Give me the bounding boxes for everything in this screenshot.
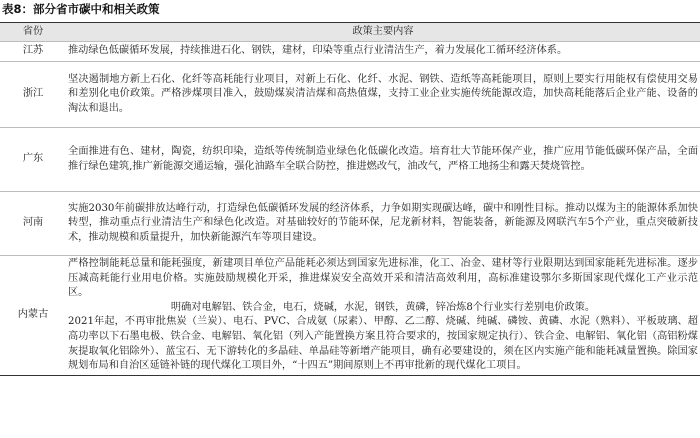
policy-cell <box>66 256 700 376</box>
province-cell: 浙江 <box>0 62 66 128</box>
province-cell: 内蒙古 <box>0 256 66 376</box>
policy-cell <box>66 192 700 256</box>
policy-paragraph: 推动绿色低碳循环发展，持续推进石化、钢铁，建材，印染等重点行业清洁生产，着力发展化工循环经济体系。 <box>68 45 568 57</box>
table-row-zhejiang <box>0 62 700 128</box>
policy-paragraph: 实施2030年前碳排放达峰行动，打造绿色低碳循环发展的经济体系，力争如期实现碳达峰，碳中和刚性目标。推动以煤为主的能源体系加快转型，推动重点行业清洁生产和绿色化改造。对基础较好的节能环保，尼龙新材料，智能装备，新能源及网联汽车5个产业，重点突破新技术，推动规模和质量提升，加快新能源汽车等项目建设。 <box>68 202 698 243</box>
header-province: 省份 <box>0 23 66 42</box>
policy-cell <box>66 128 700 192</box>
policy-paragraph: 2021年起，不再审批焦炭（兰炭）、电石、PVC、合成氨（尿素）、甲醇、乙二醇、烧碱、纯碱、磷铵、黄磷、水泥（熟料）、平板玻璃、超高功率以下石墨电极、铁合金、电解铝、氧化铝（列入产能置换方案且符合要求的，按国家规定执行）、铁合金、电解铝、氧化铝（高铝粉煤灰提取氧化铝除外）、蓝宝石、无下游转化的多晶硅、单晶硅等新增产能项目，确有必要建设的，须在区内实施产能和能耗减量置换。除国家规划布局和自治区延链补链的现代煤化工项目外，“十四五”期间原则上不再审批新的现代煤化工项目。 <box>68 316 698 372</box>
policy-table <box>0 22 700 376</box>
province-cell: 河南 <box>0 192 66 256</box>
table-row-henan <box>0 192 700 256</box>
policy-paragraph: 严格控制能耗总量和能耗强度，新建项目单位产品能耗必须达到国家先进标准，化工、冶金、建材等行业限期达到国家能耗先进标准。逐步压减高耗能行业用电价格。实施鼓励规模化开采，推进煤炭安全高效开采和清洁高效利用，高标准建设鄂尔多斯国家现代煤化工产业示范区。 <box>68 258 698 299</box>
policy-paragraph: 坚决遏制地方新上石化、化纤等高耗能行业项目，对新上石化、化纤、水泥、钢铁、造纸等高耗能项目，原则上要实行用能权有偿使用交易和差别化电价政策。严格涉煤项目准入，鼓励煤炭清洁煤和高热值煤，支持工业企业实施传统能源改造，加快高耗能落后企业产能、设备的淘汰和退出。 <box>68 73 698 114</box>
table-row-guangdong <box>0 128 700 192</box>
table-header-row <box>0 23 700 42</box>
province-cell: 江苏 <box>0 42 66 62</box>
policy-paragraph: 全面推进有色、建材，陶瓷，纺织印染，造纸等传统制造业绿色化低碳化改造。培育壮大节能环保产业，推广应用节能低碳环保产品，全面推行绿色建筑,推广新能源交通运输，强化油路车全联合防控，推进燃改气，油改气，严格工地扬尘和露天焚烧管控。 <box>68 145 698 172</box>
table-row-jiangsu <box>0 42 700 62</box>
header-content: 政策主要内容 <box>66 23 700 42</box>
policy-cell <box>66 62 700 128</box>
policy-cell <box>66 42 700 62</box>
table-caption: 表8：部分省市碳中和相关政策 <box>2 2 160 16</box>
policy-paragraph: 明确对电解铝、铁合金，电石，烧碱，水泥，钢铁，黄磷，锌冶炼8个行业实行差别电价政策。 <box>170 301 596 313</box>
table-row-neimenggu <box>0 256 700 376</box>
province-cell: 广东 <box>0 128 66 192</box>
